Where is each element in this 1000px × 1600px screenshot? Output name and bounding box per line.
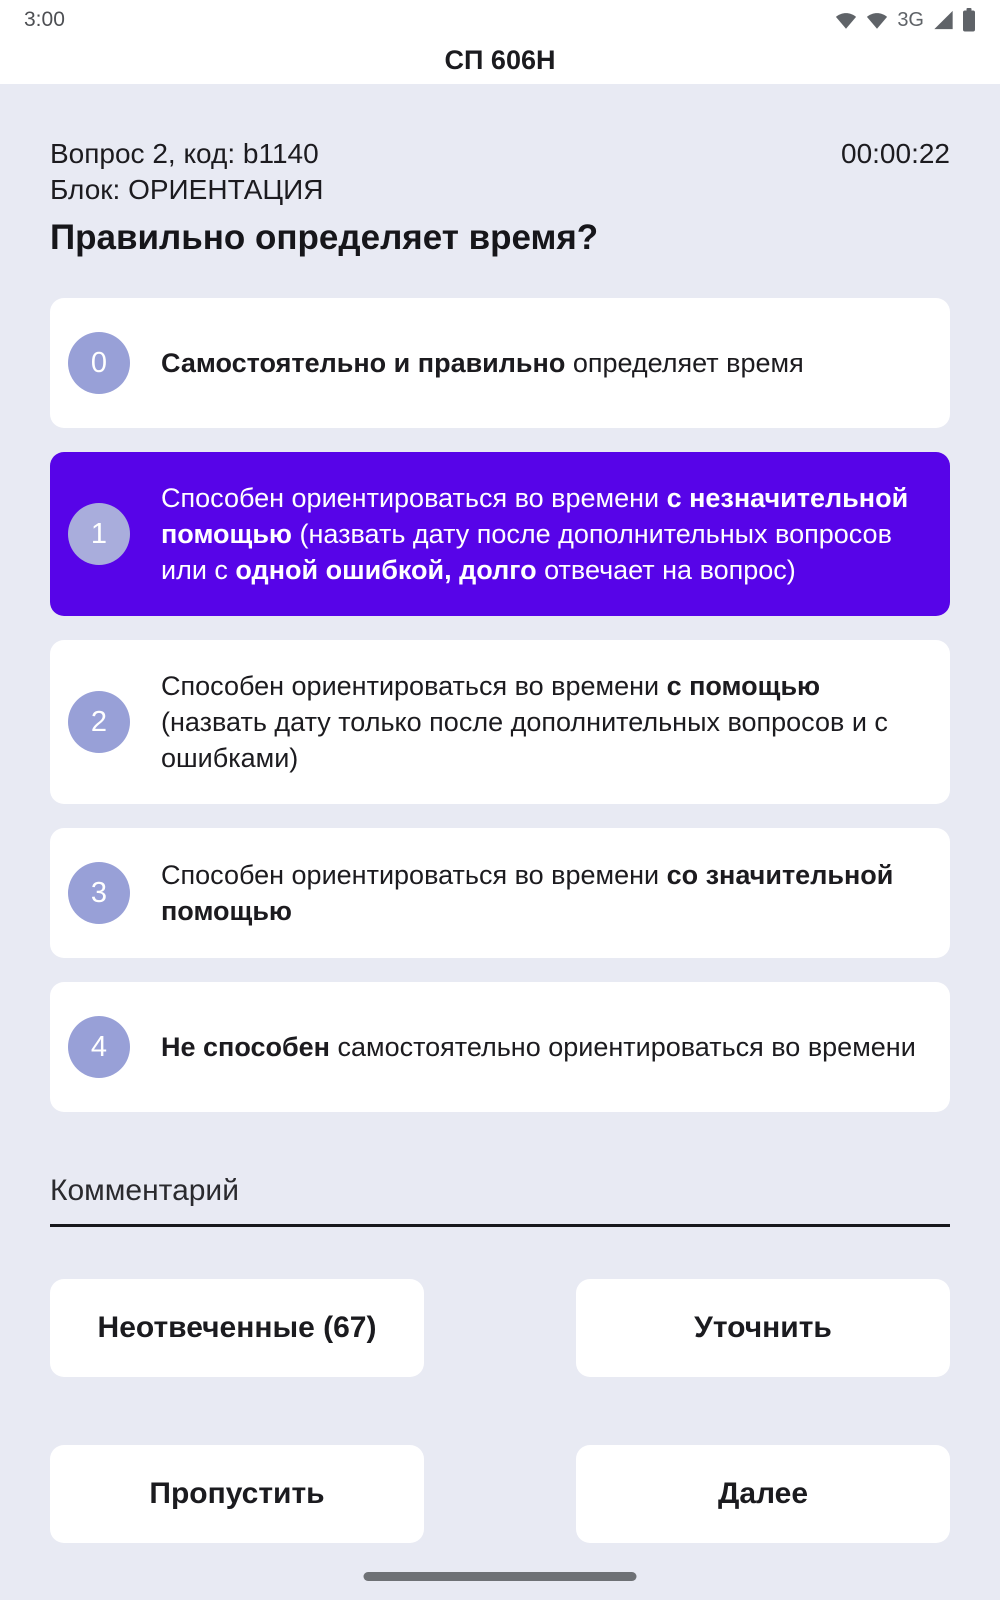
option-card-3[interactable] (50, 828, 950, 958)
cellular-signal-icon (932, 9, 955, 31)
gesture-navigation-bar[interactable] (364, 1572, 637, 1581)
question-meta: Вопрос 2, код: b1140 (50, 138, 319, 169)
wifi-icon (865, 9, 889, 31)
option-score-badge: 3 (68, 862, 130, 924)
option-text: Не способен самостоятельно ориентироваться во времени (161, 1032, 916, 1062)
option-text: Способен ориентироваться во времени с незначительной помощью (назвать дату после дополнительных вопросов или с одной ошибкой, долго отвечает на вопрос) (161, 483, 909, 585)
status-time: 3:00 (24, 8, 65, 31)
option-card-0[interactable] (50, 298, 950, 428)
status-bar (0, 0, 1000, 36)
question-meta-row (50, 136, 950, 172)
question-block: Блок: ОРИЕНТАЦИЯ (50, 174, 324, 205)
next-button[interactable]: Далее (576, 1445, 950, 1543)
option-score-badge: 0 (68, 332, 130, 394)
network-type-label: 3G (897, 8, 924, 31)
option-card-1[interactable] (50, 452, 950, 616)
option-card-4[interactable] (50, 982, 950, 1112)
option-card-2[interactable] (50, 640, 950, 804)
option-text: Способен ориентироваться во времени со значительной помощью (161, 860, 894, 926)
comment-input[interactable] (50, 1172, 950, 1227)
question-title: Правильно определяет время? (50, 218, 599, 257)
unanswered-button[interactable]: Неотвеченные (67) (50, 1279, 424, 1377)
battery-icon (962, 8, 976, 32)
app-title: СП 606Н (444, 44, 556, 75)
comment-label: Комментарий (50, 1174, 239, 1207)
question-page (0, 84, 1000, 1600)
wifi-icon (834, 9, 858, 31)
clarify-button[interactable]: Уточнить (576, 1279, 950, 1377)
question-timer: 00:00:22 (841, 138, 950, 169)
option-score-badge: 1 (68, 503, 130, 565)
app-bar (0, 36, 1000, 84)
option-score-badge: 2 (68, 691, 130, 753)
action-buttons (50, 1279, 950, 1543)
status-icons (834, 8, 976, 32)
option-text: Способен ориентироваться во времени с помощью (назвать дату только после дополнительных вопросов и с ошибками) (161, 671, 888, 773)
option-score-badge: 4 (68, 1016, 130, 1078)
skip-button[interactable]: Пропустить (50, 1445, 424, 1543)
options-list (50, 298, 950, 1112)
option-text: Самостоятельно и правильно определяет время (161, 348, 804, 378)
